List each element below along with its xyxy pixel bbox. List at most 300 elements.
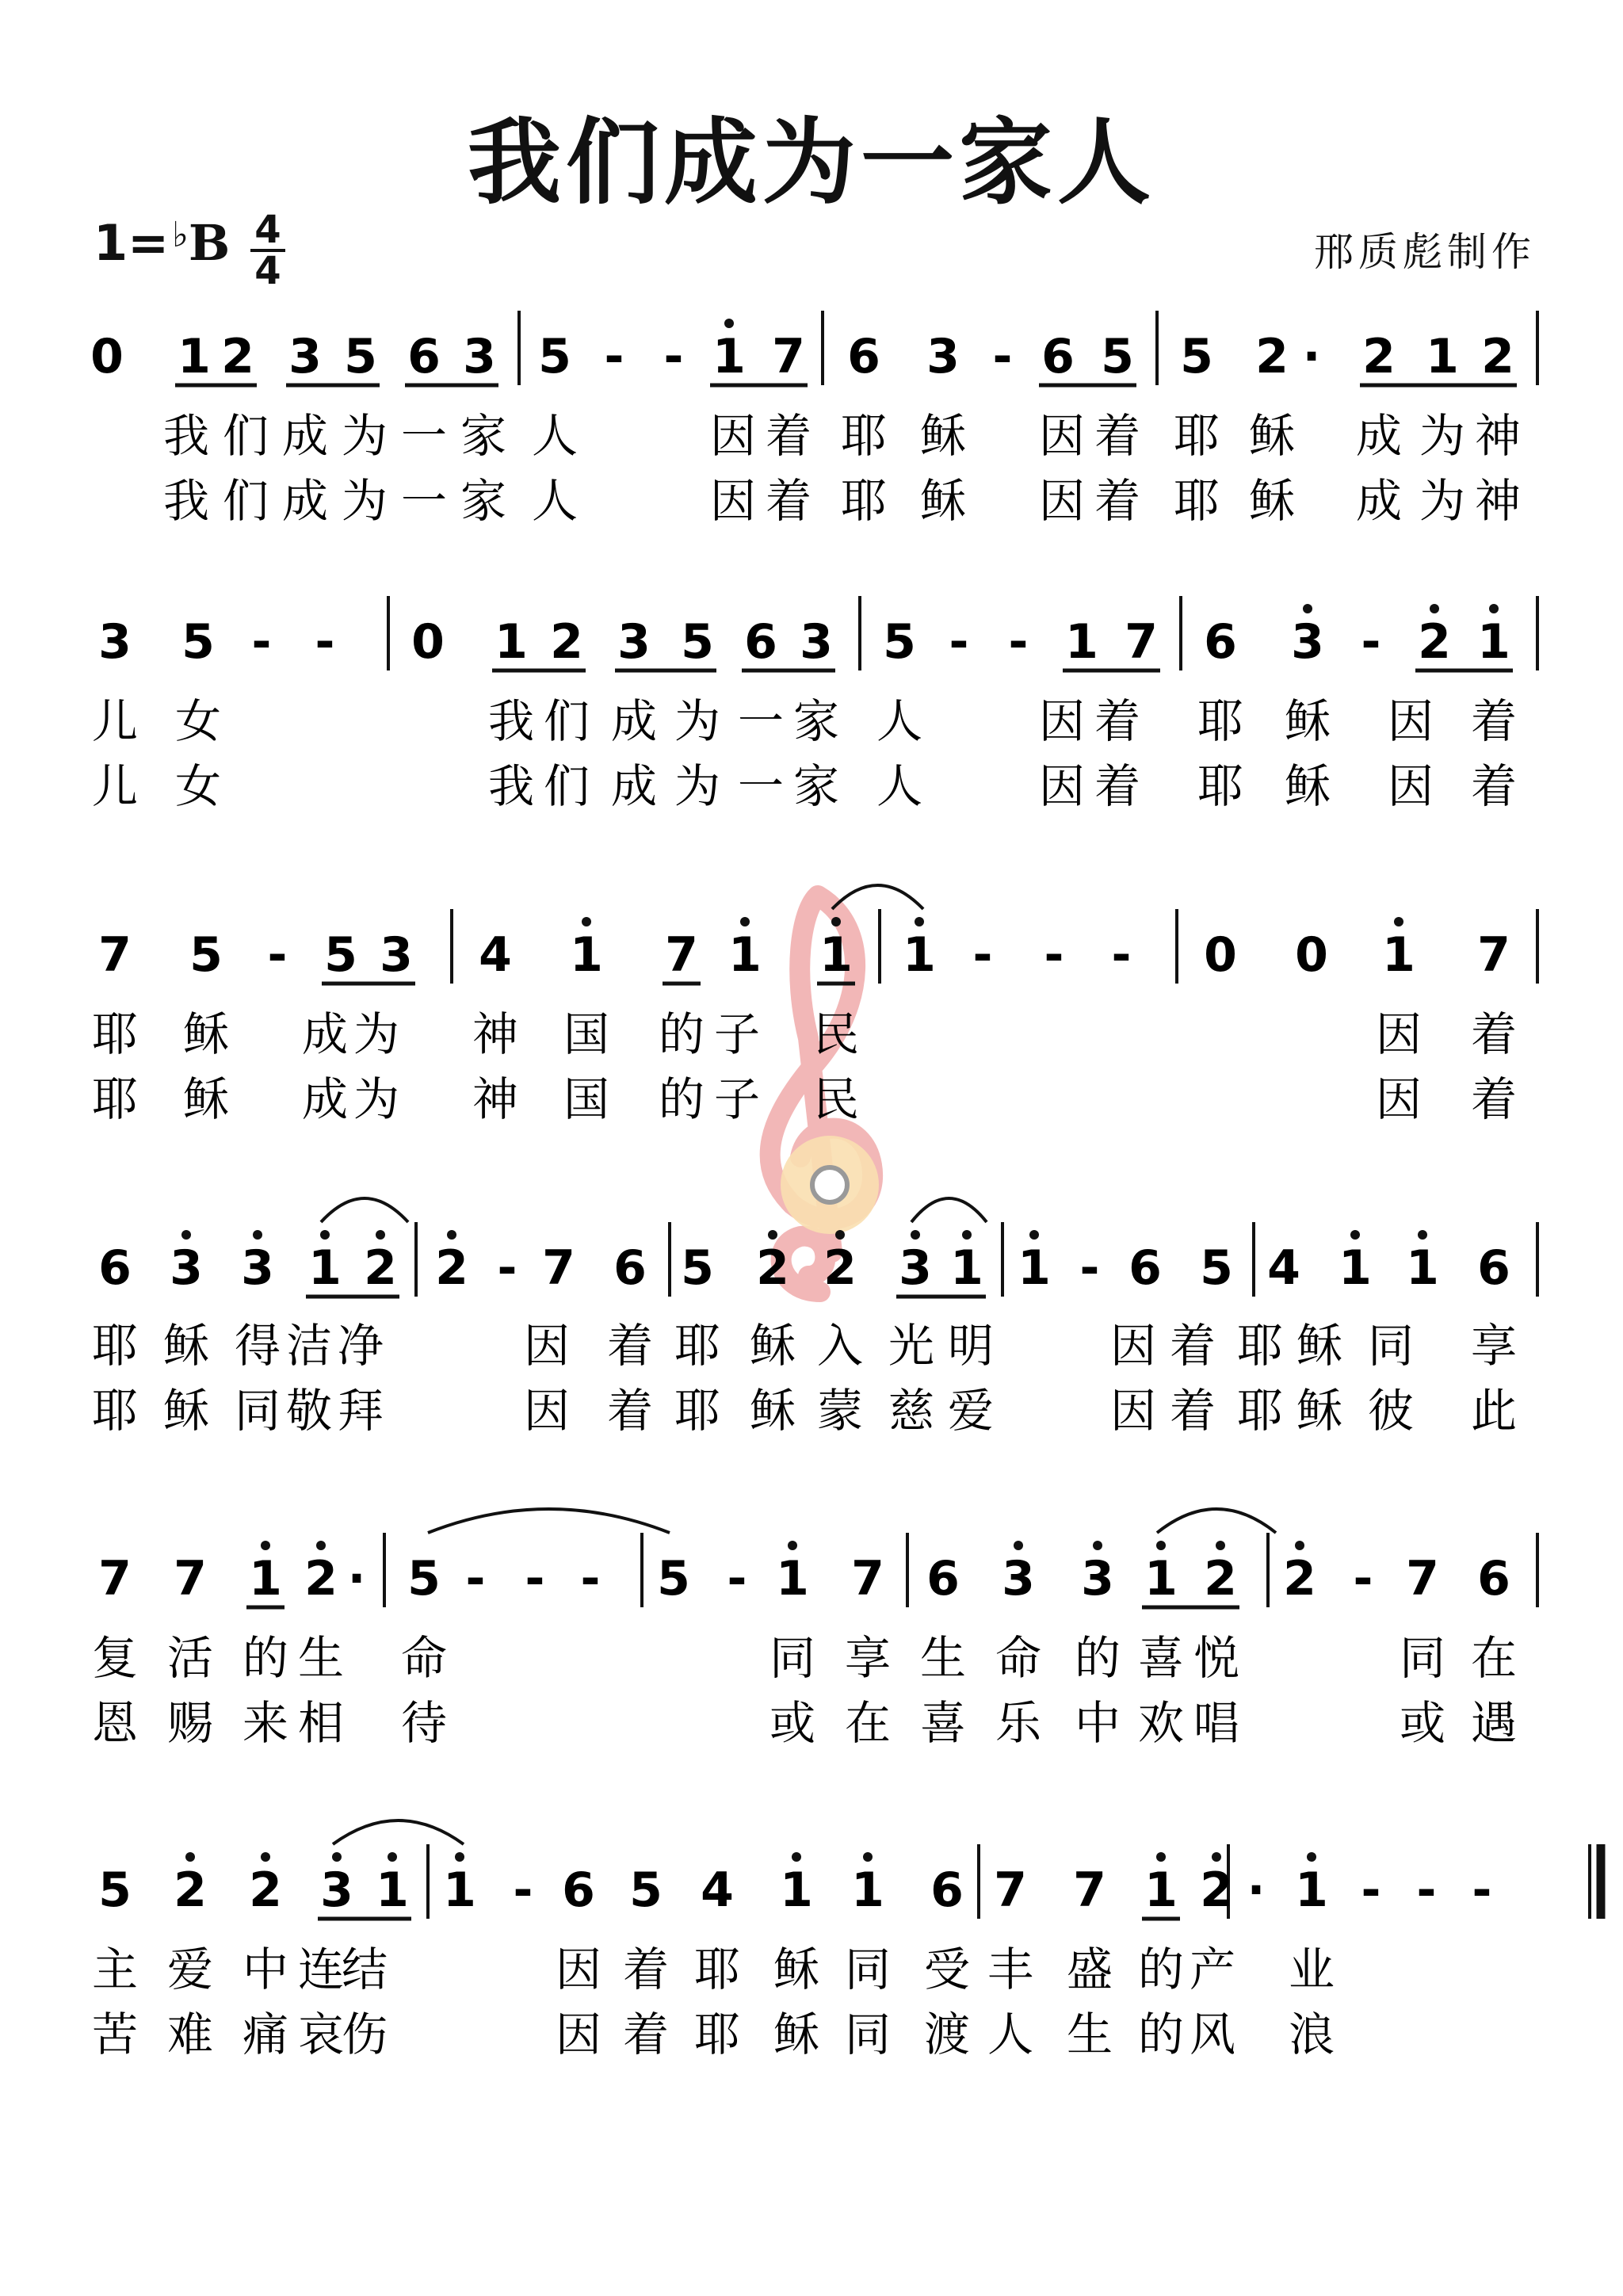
lyric-verse1: 的 — [1137, 1943, 1185, 1996]
lyric-verse2: 我 — [162, 474, 210, 528]
lyric-verse1: 喜 — [1137, 1631, 1185, 1685]
note: 0 — [90, 329, 124, 384]
octave-dot — [316, 1541, 326, 1550]
note: 5 — [407, 1551, 441, 1606]
lyric-verse2: 成 — [281, 474, 329, 528]
lyric-verse2: 耶 — [840, 474, 888, 528]
note: 7 — [98, 1551, 132, 1606]
lyric-verse2: 难 — [166, 2008, 214, 2061]
lyric-verse1: 复 — [91, 1631, 139, 1685]
octave-dot — [1418, 1230, 1427, 1240]
lyric-verse2: 同 — [234, 1384, 281, 1438]
key-note: B — [188, 214, 231, 272]
octave-dot — [1014, 1541, 1023, 1550]
lyric-verse1: 成 — [281, 409, 329, 463]
note: 0 — [1295, 927, 1328, 983]
lyric-verse2: 耶 — [91, 1072, 139, 1126]
octave-dot — [1430, 604, 1439, 613]
lyric-verse2: 因 — [523, 1384, 571, 1438]
lyric-verse2: 拜 — [337, 1384, 384, 1438]
note: 0 — [411, 614, 445, 670]
note: 7 — [772, 329, 805, 384]
lyric-verse2: 的 — [658, 1072, 705, 1126]
lyric-verse2: 此 — [1470, 1384, 1518, 1438]
dot-augment: · — [1247, 1862, 1266, 1918]
lyric-verse2: 稣 — [773, 2008, 820, 2061]
lyric-verse2: 或 — [769, 1696, 816, 1750]
note: 2 — [1204, 1551, 1237, 1606]
author-credit: 邢质彪制作 — [1314, 229, 1536, 275]
note: 6 — [1477, 1551, 1510, 1606]
octave-dot — [1216, 1541, 1225, 1550]
dash-extender: - — [513, 1862, 533, 1918]
lyric-verse2: 女 — [174, 759, 222, 813]
lyric-verse2: 神 — [472, 1072, 519, 1126]
octave-dot — [1350, 1230, 1360, 1240]
note: 7 — [994, 1862, 1027, 1918]
octave-dot — [1212, 1852, 1221, 1862]
note: 3 — [1291, 614, 1324, 670]
lyric-verse2: 因 — [1375, 1072, 1423, 1126]
octave-dot — [962, 1230, 972, 1240]
lyric-verse2: 恩 — [91, 1696, 139, 1750]
lyric-verse1: 光 — [888, 1319, 935, 1373]
lyric-verse2: 耶 — [1236, 1384, 1284, 1438]
tie-slur — [911, 1198, 987, 1222]
lyric-verse2: 风 — [1189, 2008, 1236, 2061]
lyric-verse2: 稣 — [749, 1384, 796, 1438]
note: 2 — [364, 1240, 397, 1296]
note: 7 — [665, 927, 698, 983]
lyric-verse2: 耶 — [693, 2008, 741, 2061]
lyric-verse1: 成 — [301, 1007, 349, 1061]
note: 1 — [712, 329, 746, 384]
lyric-verse2: 欢 — [1137, 1696, 1185, 1750]
lyric-verse2: 彼 — [1367, 1384, 1415, 1438]
note: 2 — [221, 329, 254, 384]
lyric-verse2: 因 — [709, 474, 757, 528]
note: 3 — [380, 927, 413, 983]
note: 1 — [249, 1551, 282, 1606]
dash-extender: - — [1416, 1862, 1437, 1918]
lyric-verse2: 稣 — [919, 474, 967, 528]
note: 5 — [189, 927, 223, 983]
lyric-verse2: 耶 — [91, 1384, 139, 1438]
note: 1 — [1295, 1862, 1328, 1918]
dash-extender: - — [525, 1551, 545, 1606]
note: 7 — [98, 927, 132, 983]
octave-dot — [740, 917, 750, 926]
note: 1 — [1406, 1240, 1439, 1296]
lyric-verse1: 家 — [460, 409, 507, 463]
lyric-verse1: 子 — [713, 1007, 761, 1061]
lyric-verse1: 耶 — [91, 1007, 139, 1061]
note: 1 — [1018, 1240, 1051, 1296]
note: 7 — [542, 1240, 575, 1296]
note: 1 — [780, 1862, 813, 1918]
lyric-verse1: 命 — [995, 1631, 1042, 1685]
lyric-verse2: 蒙 — [816, 1384, 864, 1438]
octave-dot — [788, 1541, 797, 1550]
dash-extender: - — [465, 1551, 486, 1606]
lyric-verse1: 连 — [297, 1943, 345, 1996]
lyric-verse2: 儿 — [91, 759, 139, 813]
note: 2 — [756, 1240, 789, 1296]
note: 3 — [463, 329, 496, 384]
lyric-verse2: 或 — [1399, 1696, 1446, 1750]
note: 5 — [538, 329, 571, 384]
lyric-verse1: 得 — [234, 1319, 281, 1373]
octave-dot — [185, 1852, 195, 1862]
note: 1 — [495, 614, 528, 670]
lyric-verse2: 着 — [1169, 1384, 1216, 1438]
dash-extender: - — [972, 927, 993, 983]
note: 3 — [170, 1240, 203, 1296]
lyric-verse2: 成 — [301, 1072, 349, 1126]
lyric-verse1: 耶 — [1236, 1319, 1284, 1373]
lyric-verse1: 家 — [792, 694, 840, 748]
lyric-verse1: 洁 — [285, 1319, 333, 1373]
octave-dot — [1093, 1541, 1102, 1550]
lyric-verse2: 爱 — [947, 1384, 995, 1438]
octave-dot — [1029, 1230, 1039, 1240]
dash-extender: - — [251, 614, 272, 670]
lyric-verse2: 哀 — [297, 2008, 345, 2061]
lyric-verse1: 我 — [487, 694, 535, 748]
dash-extender: - — [1079, 1240, 1100, 1296]
lyric-verse2: 来 — [242, 1696, 289, 1750]
meter-bottom: 4 — [254, 249, 281, 293]
note: 5 — [344, 329, 377, 384]
lyric-verse2: 伤 — [341, 2008, 388, 2061]
dash-extender: - — [1008, 614, 1029, 670]
lyric-verse1: 一 — [737, 694, 785, 748]
lyric-verse1: 生 — [919, 1631, 967, 1685]
dash-extender: - — [1111, 927, 1132, 983]
lyric-verse2: 成 — [610, 759, 658, 813]
lyric-verse1: 我 — [162, 409, 210, 463]
lyric-verse1: 享 — [1470, 1319, 1518, 1373]
note: 1 — [1477, 614, 1510, 670]
note: 1 — [819, 927, 853, 983]
lyric-verse2: 们 — [543, 759, 590, 813]
octave-dot — [1295, 1541, 1304, 1550]
note: 1 — [1382, 927, 1415, 983]
lyric-verse1: 产 — [1189, 1943, 1236, 1996]
lyric-verse1: 耶 — [693, 1943, 741, 1996]
note: 2 — [1481, 329, 1514, 384]
note: 6 — [744, 614, 777, 670]
note: 6 — [1204, 614, 1237, 670]
lyric-verse2: 浪 — [1288, 2008, 1335, 2061]
note: 2 — [1418, 614, 1451, 670]
lyric-verse1: 因 — [1387, 694, 1434, 748]
lyric-verse2: 耶 — [674, 1384, 721, 1438]
lyric-verse1: 悦 — [1193, 1631, 1240, 1685]
lyric-verse2: 民 — [812, 1072, 860, 1126]
octave-dot — [831, 917, 841, 926]
note: 5 — [657, 1551, 690, 1606]
lyric-verse2: 稣 — [1248, 474, 1296, 528]
lyric-verse2: 子 — [713, 1072, 761, 1126]
note: 1 — [443, 1862, 476, 1918]
lyric-verse1: 人 — [876, 694, 923, 748]
note: 2 — [1283, 1551, 1316, 1606]
lyric-verse1: 同 — [844, 1943, 892, 1996]
note: 1 — [728, 927, 762, 983]
note: 3 — [617, 614, 651, 670]
lyric-verse1: 着 — [622, 1943, 670, 1996]
note: 3 — [899, 1240, 932, 1296]
lyric-verse2: 痛 — [242, 2008, 289, 2061]
lyric-verse2: 因 — [1109, 1384, 1157, 1438]
lyric-verse2: 因 — [555, 2008, 602, 2061]
octave-dot — [792, 1852, 801, 1862]
octave-dot — [1394, 917, 1403, 926]
octave-dot — [261, 1541, 270, 1550]
note: 1 — [1144, 1862, 1178, 1918]
dash-extender: - — [580, 1551, 601, 1606]
octave-dot — [455, 1852, 464, 1862]
lyric-verse1: 丰 — [987, 1943, 1034, 1996]
lyric-verse1: 着 — [1094, 409, 1141, 463]
note: 5 — [629, 1862, 663, 1918]
note: 1 — [376, 1862, 409, 1918]
lyric-verse1: 儿 — [91, 694, 139, 748]
note: 7 — [174, 1551, 207, 1606]
lyric-verse2: 耶 — [1197, 759, 1244, 813]
lyric-verse1: 为 — [353, 1007, 400, 1061]
lyric-verse2: 一 — [737, 759, 785, 813]
lyric-verse1: 着 — [1470, 1007, 1518, 1061]
lyric-verse1: 民 — [812, 1007, 860, 1061]
octave-dot — [447, 1230, 456, 1240]
lyric-verse1: 耶 — [1173, 409, 1220, 463]
octave-dot — [582, 917, 591, 926]
lyric-verse2: 耶 — [1173, 474, 1220, 528]
lyric-verse1: 稣 — [1284, 694, 1331, 748]
dash-extender: - — [727, 1551, 747, 1606]
lyric-verse2: 稣 — [182, 1072, 230, 1126]
lyric-verse1: 因 — [709, 409, 757, 463]
lyric-verse2: 稣 — [1284, 759, 1331, 813]
lyric-verse2: 因 — [1038, 474, 1086, 528]
note: 2 — [1200, 1862, 1233, 1918]
dash-extender: - — [663, 329, 684, 384]
lyric-verse2: 稣 — [1296, 1384, 1343, 1438]
note: 6 — [407, 329, 441, 384]
note: 6 — [613, 1240, 647, 1296]
lyric-verse1: 因 — [523, 1319, 571, 1373]
note: 3 — [926, 329, 960, 384]
lyric-verse1: 稣 — [162, 1319, 210, 1373]
octave-dot — [724, 319, 734, 328]
dash-extender: - — [1044, 927, 1064, 983]
note: 1 — [308, 1240, 342, 1296]
octave-dot — [332, 1852, 342, 1862]
lyric-verse1: 的 — [242, 1631, 289, 1685]
note: 5 — [883, 614, 916, 670]
lyric-verse1: 女 — [174, 694, 222, 748]
lyric-verse1: 同 — [1399, 1631, 1446, 1685]
lyric-verse1: 神 — [472, 1007, 519, 1061]
lyric-verse1: 稣 — [919, 409, 967, 463]
lyric-verse1: 神 — [1474, 409, 1522, 463]
dash-extender: - — [1361, 614, 1381, 670]
lyric-verse1: 结 — [341, 1943, 388, 1996]
lyric-verse1: 净 — [337, 1319, 384, 1373]
lyric-verse1: 因 — [555, 1943, 602, 1996]
note: 5 — [1180, 329, 1213, 384]
dash-extender: - — [267, 927, 288, 983]
note: 5 — [98, 1862, 132, 1918]
lyric-verse2: 待 — [400, 1696, 448, 1750]
note: 4 — [701, 1862, 734, 1918]
note: 1 — [950, 1240, 983, 1296]
tie-slur — [321, 1198, 408, 1222]
lyric-verse2: 慈 — [888, 1384, 935, 1438]
lyric-verse1: 稣 — [182, 1007, 230, 1061]
octave-dot — [1303, 604, 1312, 613]
lyric-verse1: 稣 — [1296, 1319, 1343, 1373]
note: 1 — [903, 927, 936, 983]
lyric-verse1: 耶 — [91, 1319, 139, 1373]
note: 7 — [1125, 614, 1158, 670]
dot-augment: · — [1302, 329, 1321, 384]
lyric-verse1: 爱 — [166, 1943, 214, 1996]
octave-dot — [1156, 1852, 1166, 1862]
lyric-verse2: 一 — [400, 474, 448, 528]
note: 6 — [847, 329, 880, 384]
lyric-verse2: 着 — [1094, 759, 1141, 813]
lyric-verse1: 为 — [1419, 409, 1466, 463]
lyric-verse1: 中 — [242, 1943, 289, 1996]
octave-dot — [1156, 1541, 1166, 1550]
note: 0 — [1204, 927, 1237, 983]
note: 1 — [1065, 614, 1098, 670]
note: 5 — [681, 1240, 714, 1296]
note: 3 — [1081, 1551, 1114, 1606]
note: 2 — [550, 614, 583, 670]
note: 7 — [851, 1551, 884, 1606]
note: 6 — [926, 1551, 960, 1606]
octave-dot — [320, 1230, 330, 1240]
note: 7 — [1477, 927, 1510, 983]
lyric-verse2: 遇 — [1470, 1696, 1518, 1750]
octave-dot — [181, 1230, 191, 1240]
note: 7 — [1406, 1551, 1439, 1606]
lyric-verse1: 着 — [1094, 694, 1141, 748]
lyric-verse2: 们 — [222, 474, 269, 528]
lyric-verse2: 我 — [487, 759, 535, 813]
tie-slur — [832, 885, 923, 909]
note: 4 — [1267, 1240, 1300, 1296]
lyric-verse1: 因 — [1375, 1007, 1423, 1061]
lyric-verse2: 人 — [531, 474, 579, 528]
note: 1 — [776, 1551, 809, 1606]
lyric-verse2: 稣 — [162, 1384, 210, 1438]
octave-dot — [376, 1230, 385, 1240]
lyric-verse2: 为 — [674, 759, 721, 813]
lyric-verse1: 的 — [1074, 1631, 1121, 1685]
note: 7 — [1073, 1862, 1106, 1918]
note: 6 — [98, 1240, 132, 1296]
lyric-verse1: 主 — [91, 1943, 139, 1996]
lyric-verse1: 业 — [1288, 1943, 1335, 1996]
note: 1 — [851, 1862, 884, 1918]
note: 3 — [800, 614, 833, 670]
lyric-verse2: 生 — [1066, 2008, 1113, 2061]
lyric-verse1: 耶 — [1197, 694, 1244, 748]
lyric-verse1: 因 — [1109, 1319, 1157, 1373]
lyric-verse2: 国 — [563, 1072, 610, 1126]
note: 3 — [288, 329, 322, 384]
lyric-verse2: 中 — [1074, 1696, 1121, 1750]
dash-extender: - — [604, 329, 624, 384]
note: 6 — [562, 1862, 595, 1918]
lyric-verse2: 的 — [1137, 2008, 1185, 2061]
note: 5 — [1101, 329, 1134, 384]
dash-extender: - — [949, 614, 969, 670]
note: 1 — [1338, 1240, 1372, 1296]
note: 4 — [479, 927, 512, 983]
lyric-verse1: 人 — [531, 409, 579, 463]
note: 3 — [1002, 1551, 1035, 1606]
lyric-verse1: 稣 — [773, 1943, 820, 1996]
dash-extender: - — [1353, 1551, 1373, 1606]
note: 5 — [681, 614, 714, 670]
dash-extender: - — [497, 1240, 517, 1296]
lyric-verse2: 着 — [606, 1384, 654, 1438]
lyric-verse2: 成 — [1355, 474, 1403, 528]
lyric-verse1: 一 — [400, 409, 448, 463]
note: 3 — [241, 1240, 274, 1296]
lyric-verse2: 着 — [622, 2008, 670, 2061]
octave-dot — [1489, 604, 1499, 613]
lyric-verse2: 家 — [460, 474, 507, 528]
lyric-verse2: 渡 — [923, 2008, 971, 2061]
lyric-verse2: 着 — [1470, 759, 1518, 813]
note: 3 — [98, 614, 132, 670]
octave-dot — [835, 1230, 845, 1240]
lyric-verse2: 同 — [844, 2008, 892, 2061]
octave-dot — [915, 917, 924, 926]
tie-slur — [333, 1820, 464, 1844]
lyric-verse1: 耶 — [674, 1319, 721, 1373]
song-title: 我们成为一家人 — [467, 107, 1155, 217]
lyric-verse1: 因 — [1038, 694, 1086, 748]
lyric-verse1: 明 — [947, 1319, 995, 1373]
note: 5 — [324, 927, 357, 983]
lyric-verse1: 在 — [1470, 1631, 1518, 1685]
octave-dot — [768, 1230, 777, 1240]
note: 2 — [249, 1862, 282, 1918]
key-one: 1 — [94, 214, 128, 272]
meter-top: 4 — [254, 208, 281, 252]
lyric-verse2: 赐 — [166, 1696, 214, 1750]
lyric-verse2: 唱 — [1193, 1696, 1240, 1750]
note: 1 — [1426, 329, 1459, 384]
octave-dot — [253, 1230, 262, 1240]
lyric-verse2: 在 — [844, 1696, 892, 1750]
note: 2 — [1255, 329, 1289, 384]
lyric-verse2: 喜 — [919, 1696, 967, 1750]
note: 2 — [823, 1240, 857, 1296]
key-equals: = — [128, 214, 170, 272]
dash-extender: - — [1472, 1862, 1492, 1918]
note: 2 — [1362, 329, 1396, 384]
lyric-verse1: 国 — [563, 1007, 610, 1061]
